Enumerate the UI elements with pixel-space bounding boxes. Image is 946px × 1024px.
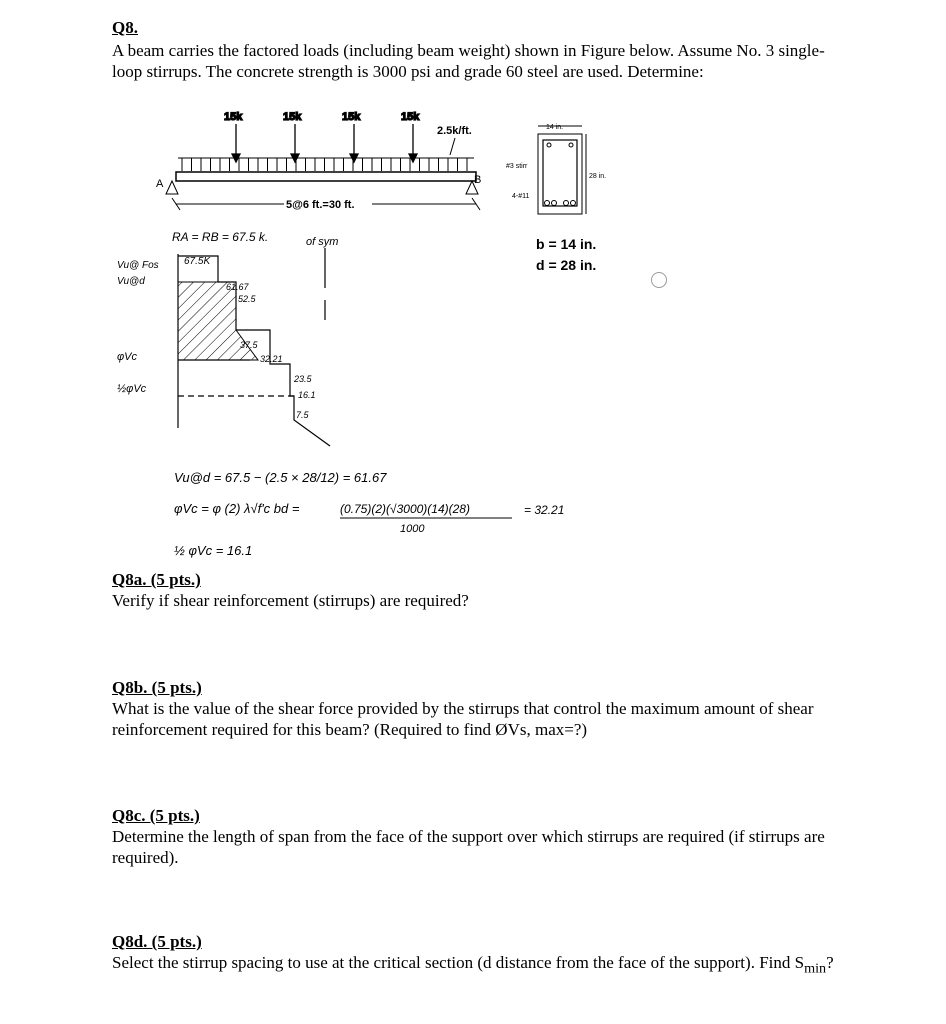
beam-section	[538, 126, 586, 214]
value-32-21: 32.21	[260, 354, 283, 364]
phi-vc-label: φVc	[117, 351, 138, 363]
part-a-text: Verify if shear reinforcement (stirrups) are required?	[112, 591, 469, 610]
value-23-5: 23.5	[294, 374, 312, 384]
sym-note: of sym	[306, 236, 339, 248]
part-b-heading: Q8b. (5 pts.)	[112, 678, 202, 697]
distributed-load	[178, 158, 474, 171]
depth-label: 28 in.	[589, 173, 607, 180]
section-width-label: 14 in.	[546, 124, 564, 131]
support-b-label: B	[474, 174, 482, 186]
question-intro: A beam carries the factored loads (including beam weight) shown in Figure below. Assume No. 3 single-loop stirrups. The concrete strength is 3000 psi and grade 60 steel are used. Determine:	[112, 41, 825, 81]
part-b	[112, 678, 842, 740]
value-7-5: 7.5	[296, 410, 309, 420]
distributed-load-label: 2.5k/ft.	[437, 125, 472, 137]
value-61-67: 61.67	[226, 282, 249, 292]
reactions-note: RA = RB = 67.5 k.	[172, 230, 269, 244]
beam	[176, 172, 476, 181]
stirrup-label: #3 stirr	[506, 163, 528, 170]
part-c-text: Determine the length of span from the face of the support over which stirrups are required (if stirrups are required).	[112, 827, 825, 867]
span-label: 5@6 ft.=30 ft.	[286, 199, 355, 211]
calc-vu-d: Vu@d = 67.5 − (2.5 × 28/12) = 61.67	[174, 470, 387, 485]
radio-circle[interactable]	[651, 272, 667, 288]
part-c-heading: Q8c. (5 pts.)	[112, 806, 200, 825]
load-label-2: 15k	[283, 111, 302, 123]
value-67-5: 67.5K	[184, 256, 211, 267]
calc-phi-vc-denominator: 1000	[400, 523, 425, 535]
calc-half-phi-vc: ½ φVc = 16.1	[174, 543, 253, 558]
part-d	[112, 932, 842, 979]
half-phi-vc-label: ½φVc	[117, 383, 147, 395]
load-label-3: 15k	[342, 111, 361, 123]
value-16-1: 16.1	[298, 390, 316, 400]
part-d-heading: Q8d. (5 pts.)	[112, 932, 202, 951]
calc-phi-vc: φVc = φ (2) λ√f'c bd =	[174, 501, 300, 516]
part-c	[112, 806, 842, 868]
load-label-1: 15k	[224, 111, 243, 123]
value-37-5: 37.5	[240, 340, 258, 350]
section-d: d = 28 in.	[536, 257, 597, 273]
vu-d-label: Vu@d	[117, 276, 145, 287]
section-b: b = 14 in.	[536, 236, 597, 252]
vu-face-label: Vu@ Fos	[117, 260, 159, 271]
concentrated-loads	[224, 111, 420, 162]
calc-phi-vc-numerator: (0.75)(2)(√3000)(14)(28)	[340, 502, 470, 516]
load-label-4: 15k	[401, 111, 420, 123]
calc-phi-vc-result: = 32.21	[524, 503, 565, 517]
question-number: Q8.	[112, 18, 138, 37]
support-a-label: A	[156, 178, 164, 190]
part-a	[112, 570, 842, 611]
part-a-heading: Q8a. (5 pts.)	[112, 570, 201, 589]
bars-label: 4-#11	[512, 193, 530, 200]
part-d-text: Select the stirrup spacing to use at the critical section (d distance from the face of the support). Find $S_{min}$?	[112, 953, 834, 977]
part-b-text: What is the value of the shear force provided by the stirrups that control the maximum amount of shear reinforcement required for this beam? (Required to find ØVs, max=?)	[112, 699, 814, 739]
support-a	[166, 181, 178, 194]
value-52-5: 52.5	[238, 294, 256, 304]
